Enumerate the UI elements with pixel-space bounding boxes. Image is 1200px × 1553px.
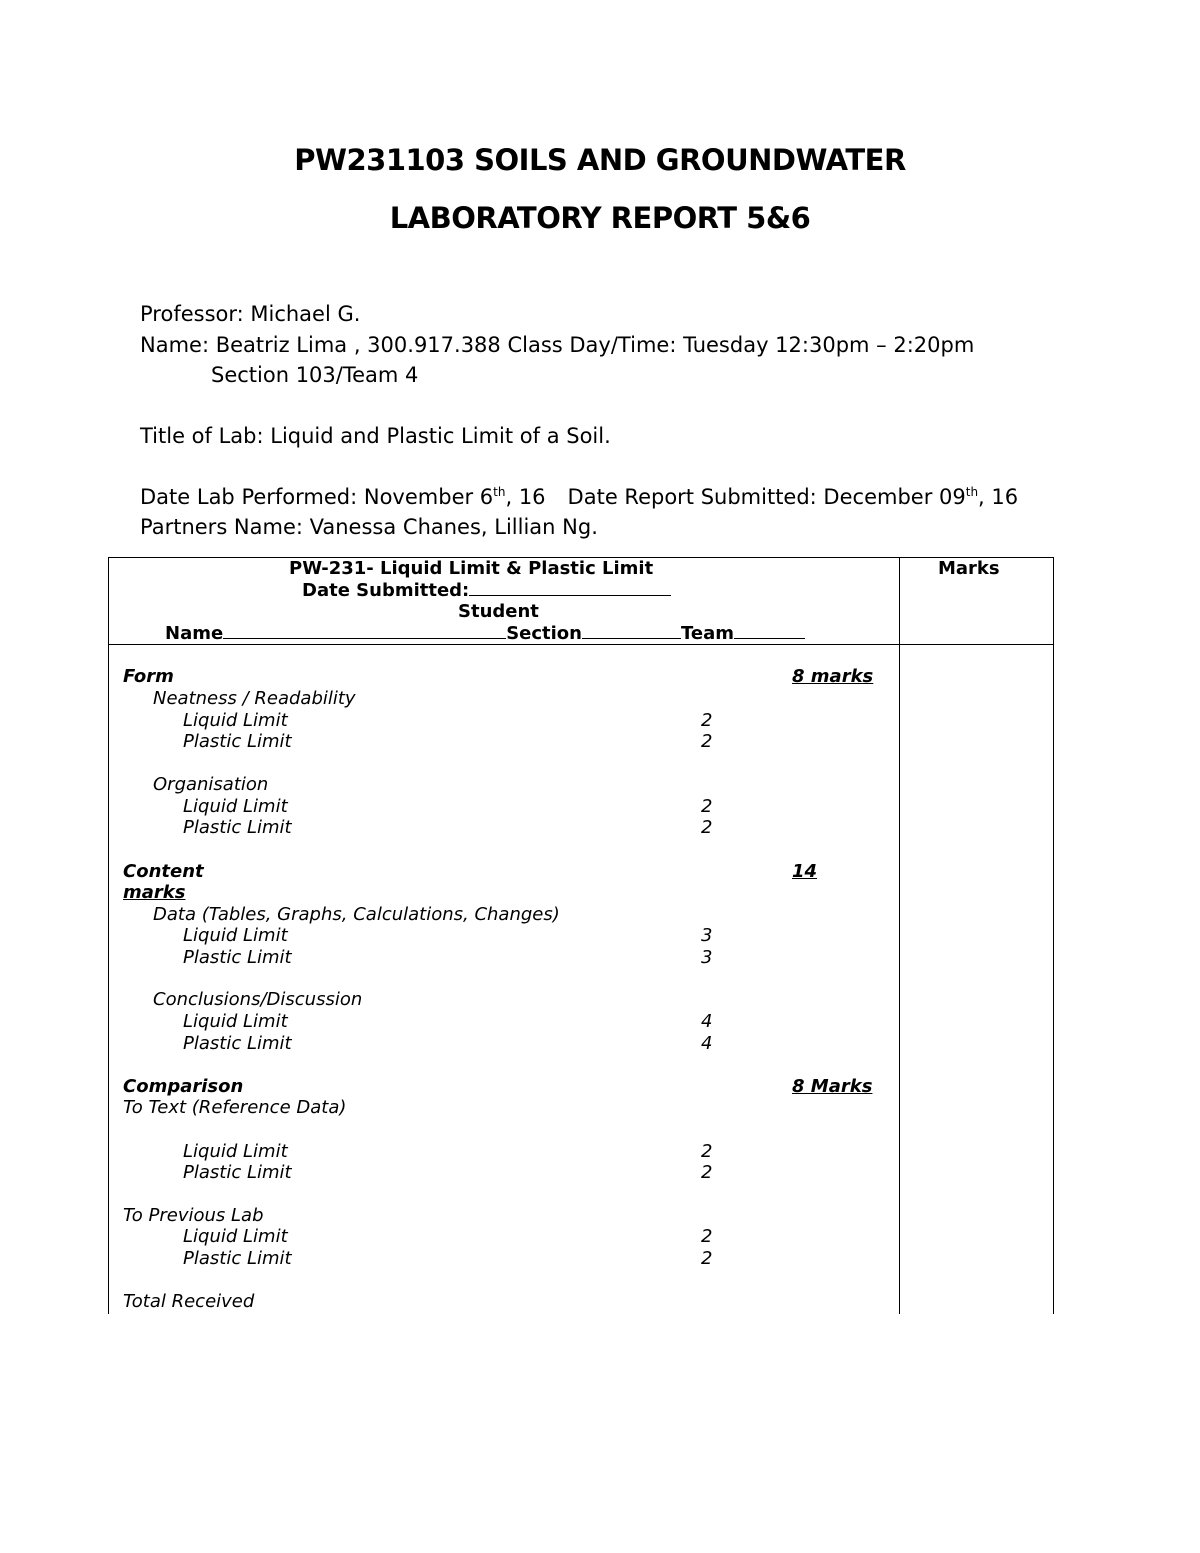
conclusions-plastic-value: 4 (701, 1033, 713, 1054)
to-text-liquid-label: Liquid Limit (183, 1141, 288, 1162)
rubric-right-border (1053, 557, 1054, 1314)
neatness-liquid-label: Liquid Limit (183, 710, 288, 731)
marks-header: Marks (938, 558, 1000, 579)
total-received-label: Total Received (123, 1291, 255, 1312)
content-marks-word: marks (123, 882, 186, 903)
student-fields: Name Section Team (165, 622, 805, 644)
to-text-label: To Text (Reference Data) (123, 1097, 347, 1118)
organisation-label: Organisation (153, 774, 269, 795)
to-text-plastic-value: 2 (701, 1162, 713, 1183)
rubric-column-divider (899, 557, 900, 1314)
data-plastic-value: 3 (701, 947, 713, 968)
to-previous-plastic-value: 2 (701, 1248, 713, 1269)
comparison-total: 8 Marks (792, 1076, 873, 1097)
content-total: 14 (792, 861, 818, 882)
data-label: Data (Tables, Graphs, Calculations, Changes) (153, 904, 560, 925)
rubric-title: PW-231- Liquid Limit & Plastic Limit (289, 558, 654, 579)
organisation-liquid-value: 2 (701, 796, 713, 817)
organisation-plastic-value: 2 (701, 817, 713, 838)
partners-line: Partners Name: Vanessa Chanes, Lillian Ng. (140, 515, 598, 539)
data-liquid-label: Liquid Limit (183, 925, 288, 946)
lab-title-line: Title of Lab: Liquid and Plastic Limit of a Soil. (140, 424, 611, 448)
date-submitted: Date Report Submitted: December 09th, 16 (567, 485, 1019, 509)
neatness-plastic-value: 2 (701, 731, 713, 752)
conclusions-plastic-label: Plastic Limit (183, 1033, 292, 1054)
student-label: Student (458, 601, 539, 622)
comparison-heading: Comparison (123, 1076, 244, 1097)
professor-line: Professor: Michael G. (140, 302, 361, 326)
neatness-plastic-label: Plastic Limit (183, 731, 292, 752)
form-total: 8 marks (792, 666, 874, 687)
date-performed: Date Lab Performed: November 6th, 16 (140, 485, 546, 509)
rubric-header-divider (108, 644, 1054, 645)
course-title: PW231103 SOILS AND GROUNDWATER (294, 143, 906, 177)
report-title: LABORATORY REPORT 5&6 (389, 201, 811, 235)
to-previous-plastic-label: Plastic Limit (183, 1248, 292, 1269)
neatness-liquid-value: 2 (701, 710, 713, 731)
organisation-plastic-label: Plastic Limit (183, 817, 292, 838)
data-liquid-value: 3 (701, 925, 713, 946)
dates-line (140, 485, 1018, 509)
content-heading: Content (123, 861, 204, 882)
section-line: Section 103/Team 4 (211, 363, 419, 387)
to-previous-lab-label: To Previous Lab (123, 1205, 264, 1226)
conclusions-liquid-label: Liquid Limit (183, 1011, 288, 1032)
conclusions-liquid-value: 4 (701, 1011, 713, 1032)
date-submitted-field: Date Submitted: (302, 579, 671, 601)
to-text-liquid-value: 2 (701, 1141, 713, 1162)
conclusions-label: Conclusions/Discussion (153, 989, 363, 1010)
data-plastic-label: Plastic Limit (183, 947, 292, 968)
to-text-plastic-label: Plastic Limit (183, 1162, 292, 1183)
rubric-left-border (108, 557, 109, 1314)
organisation-liquid-label: Liquid Limit (183, 796, 288, 817)
neatness-label: Neatness / Readability (153, 688, 356, 709)
to-previous-liquid-label: Liquid Limit (183, 1226, 288, 1247)
form-heading: Form (123, 666, 174, 687)
name-line: Name: Beatriz Lima , 300.917.388 Class Day/Time: Tuesday 12:30pm – 2:20pm (140, 333, 975, 357)
to-previous-liquid-value: 2 (701, 1226, 713, 1247)
